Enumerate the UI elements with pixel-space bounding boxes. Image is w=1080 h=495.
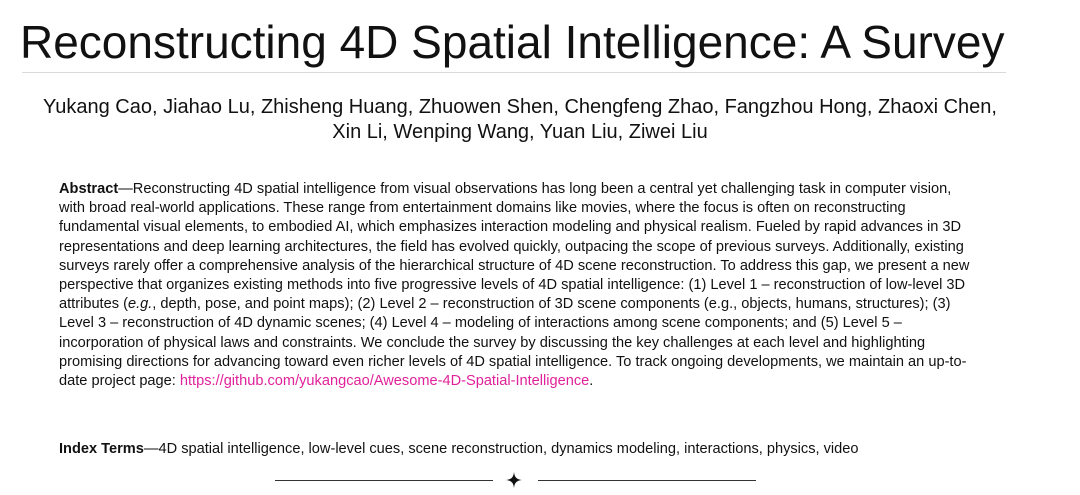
four-point-star-icon [506,472,522,488]
title-divider [22,72,1006,73]
project-page-link[interactable]: https://github.com/yukangcao/Awesome-4D-Spatial-Intelligence [179,373,590,390]
author-list: Yukang Cao, Jiahao Lu, Zhisheng Huang, Zhuowen Shen, Chengfeng Zhao, Fangzhou Hong, Zhaoxi Chen, Xin Li, Wenping Wang, Yuan Liu, Ziwei Liu [43,96,997,143]
index-terms [59,440,971,459]
abstract-end: . [589,373,594,390]
abstract-label: Abstract [59,181,119,197]
separator-line-right [538,480,756,481]
paper-title: Reconstructing 4D Spatial Intelligence: A Survey [20,16,1005,68]
abstract-text-part-1: —Reconstructing 4D spatial intelligence from visual observations has long been a central yet challenging task in computer vision, with broad real-world applications. These range from entertainment domains like movies, where the focus is often on reconstructing fundamental visual elements, to embodied AI, which emphasizes interaction modeling and physical realism. Fueled by rapid advances in 3D representations and deep learning architectures, the field has evolved quickly, outpacing the scope of previous surveys. Additionally, existing surveys rarely offer a comprehensive analysis of the hierarchical structure of 4D scene reconstruction. To address this gap, we present a new perspective that organizes existing methods into five progressive levels of 4D spatial intelligence: (1) Level 1 – reconstruction of low-level 3D attributes ( [59,181,970,313]
index-terms-label: Index Terms [59,441,144,457]
abstract [59,180,971,391]
separator-line-left [275,480,493,481]
index-terms-text: —4D spatial intelligence, low-level cues, scene reconstruction, dynamics modeling, interactions, physics, video [143,441,859,457]
abstract-eg: e.g. [127,296,153,313]
abstract-text-part-2: , depth, pose, and point maps); (2) Level 2 – reconstruction of 3D scene components (e.g., objects, humans, structures); (3) Level 3 – reconstruction of 4D dynamic scenes; (4) Level 4 – modeling of interactions among scene components; and (5) Level 5 – incorporation of physical laws and constraints. We conclude the survey by discussing the key challenges at each level and highlighting promising directions for advancing toward even richer levels of 4D spatial intelligence. To track ongoing developments, we maintain an up-to-date project page: [59,296,967,390]
